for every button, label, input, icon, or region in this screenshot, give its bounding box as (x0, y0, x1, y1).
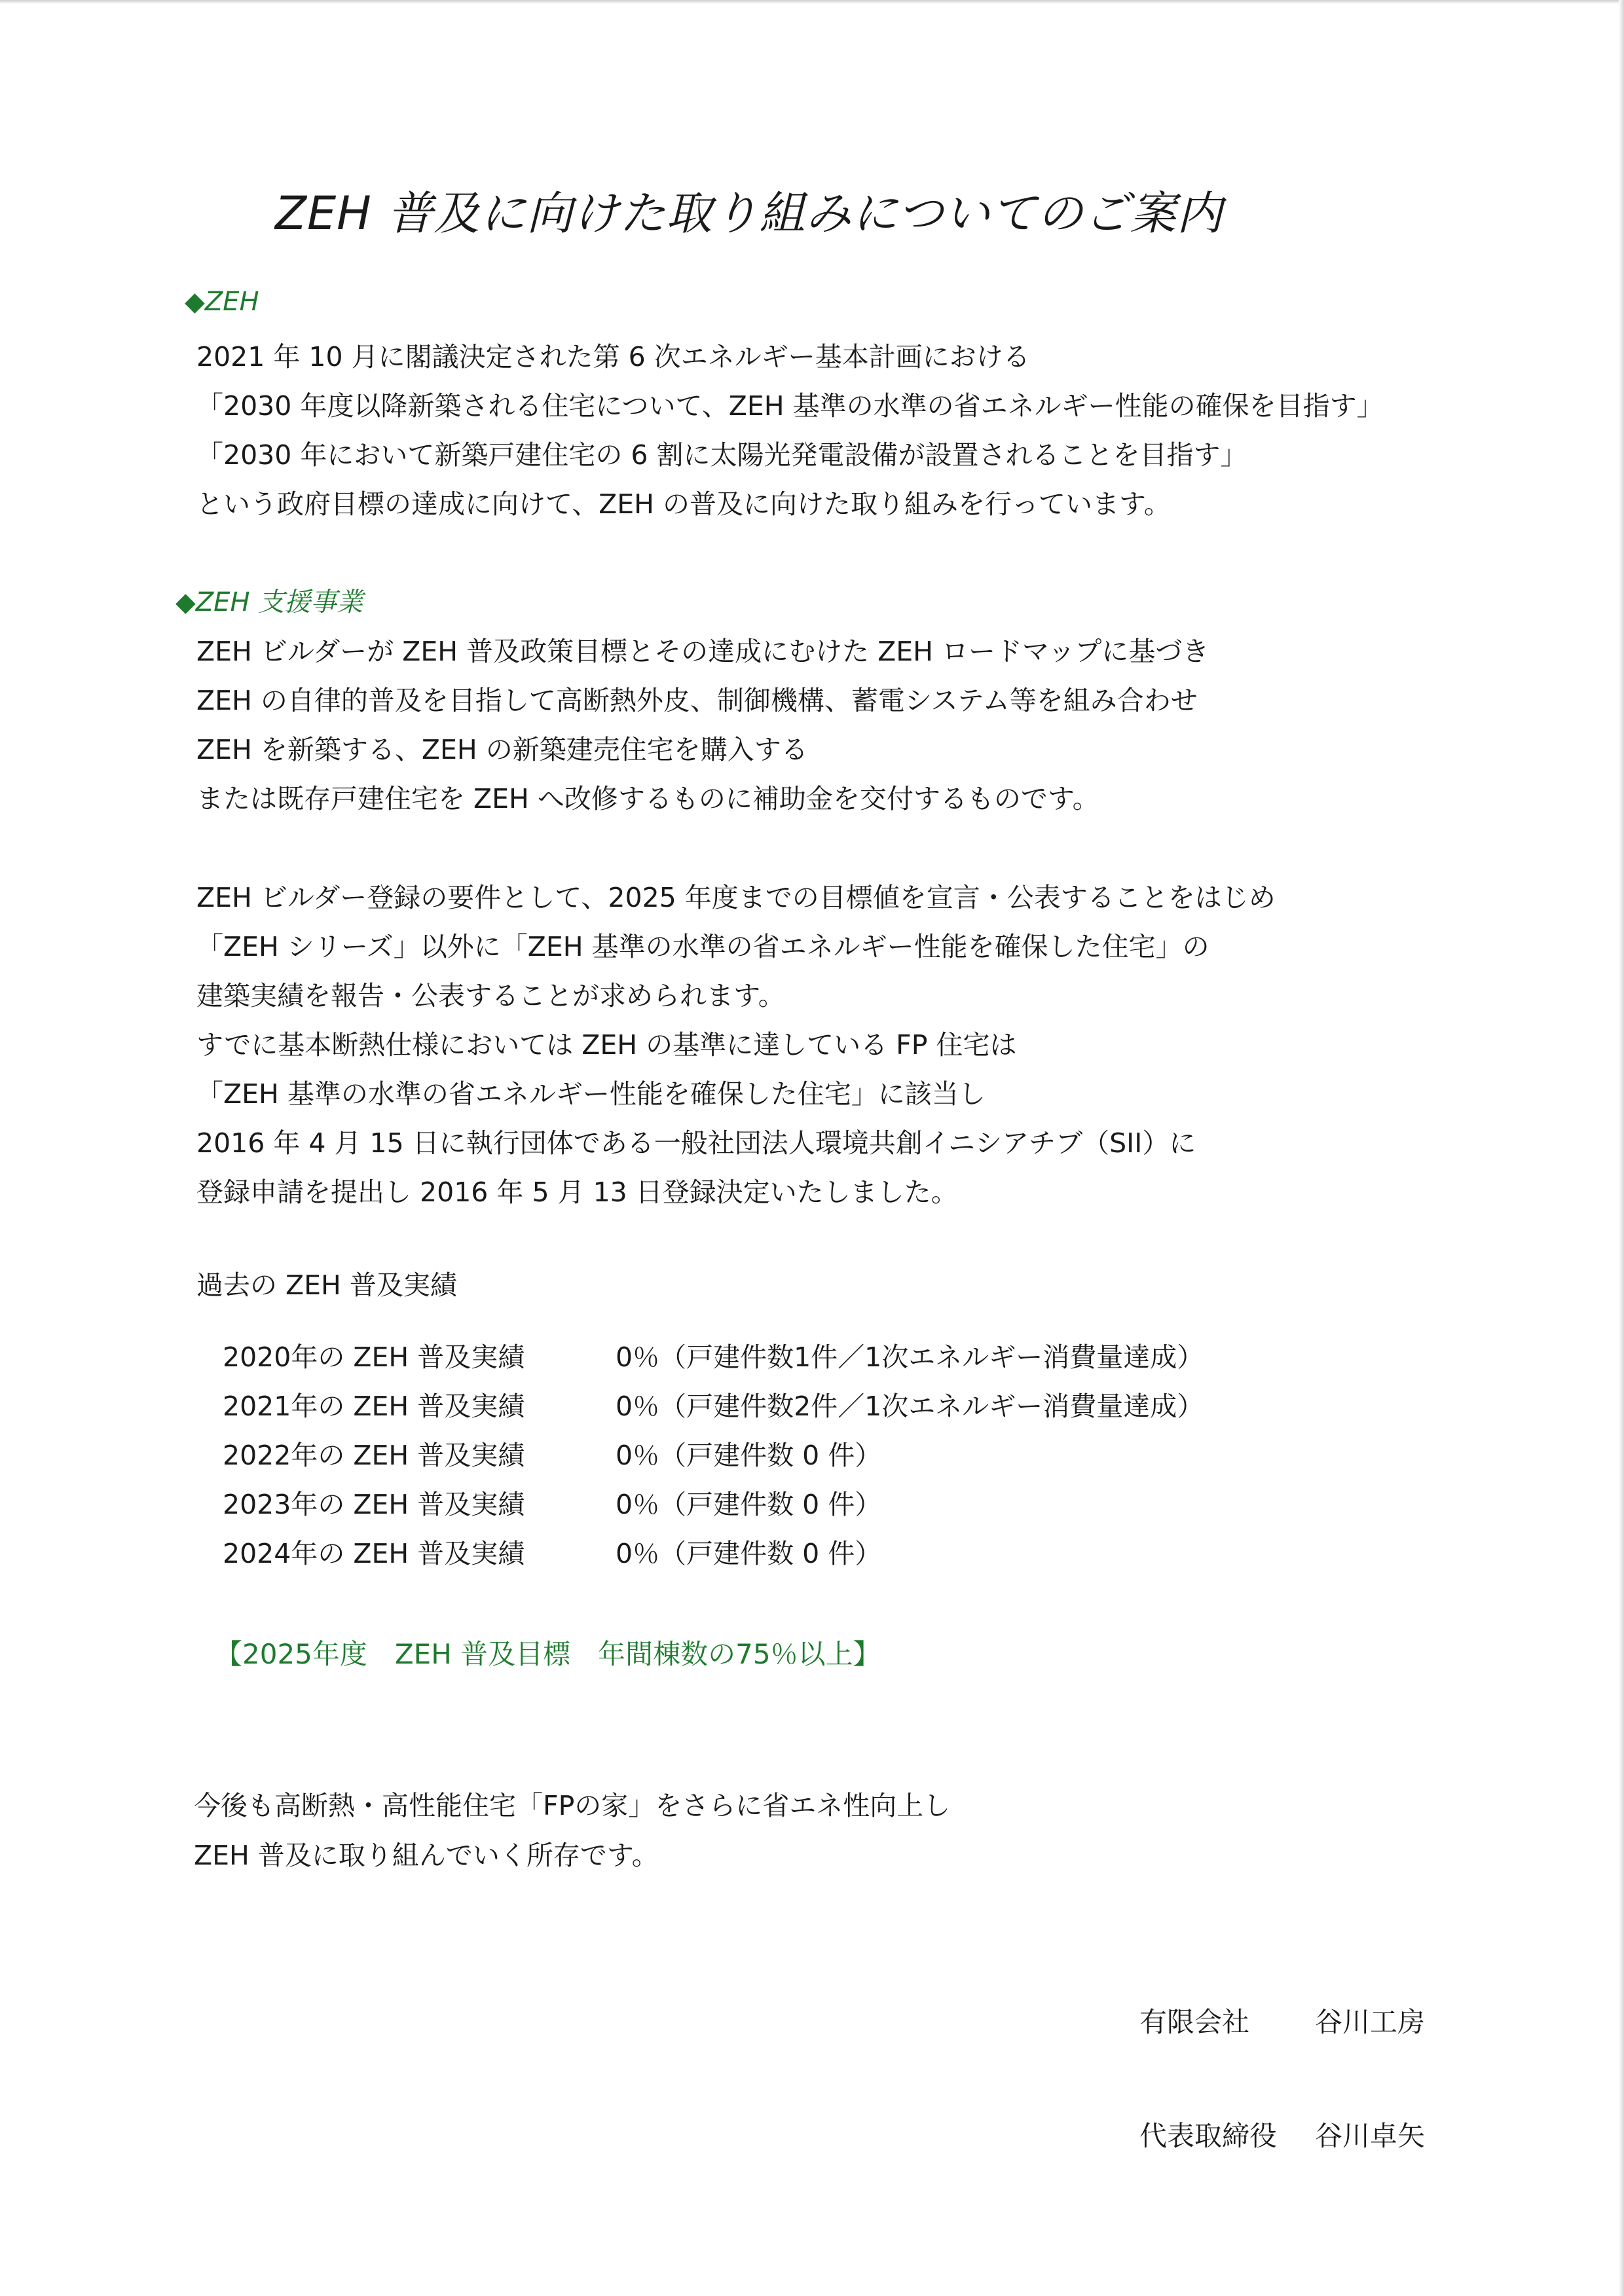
closing-line: 今後も高断熱・高性能住宅「FPの家」をさらに省エネ性向上し (194, 1790, 951, 1821)
support-line: ZEH の自律的普及を目指して高断熱外皮、制御機構、蓄電システム等を組み合わせ (196, 685, 1198, 716)
section-heading-zeh-label: ZEH (204, 287, 259, 317)
record-row (223, 1532, 1204, 1581)
support-line: ZEH ビルダー登録の要件として、2025 年度までの目標値を宣言・公表することをはじめ (196, 882, 1276, 913)
record-year: 2020年の ZEH 普及実績 (223, 1341, 525, 1373)
record-year: 2022年の ZEH 普及実績 (223, 1440, 525, 1471)
diamond-bullet-icon: ◆ (185, 287, 205, 317)
zeh-paragraph (196, 333, 1384, 529)
record-value: 0％（戸建件数1件／1次エネルギー消費量達成） (616, 1341, 1204, 1373)
page-title: ZEH 普及に向けた取り組みについてのご案内 (275, 187, 1223, 240)
signature-block (1139, 1927, 1425, 2193)
support-paragraph-2 (196, 873, 1276, 1217)
support-line: 建築実績を報告・公表することが求められます。 (196, 980, 785, 1011)
record-row (223, 1385, 1204, 1434)
scan-edge-top (0, 0, 1624, 4)
records-list (223, 1336, 1204, 1581)
company-type: 有限会社 (1139, 2006, 1250, 2038)
record-value: 0％（戸建件数2件／1次エネルギー消費量達成） (616, 1391, 1204, 1422)
closing-paragraph (194, 1781, 950, 1880)
records-label: 過去の ZEH 普及実績 (196, 1269, 457, 1301)
person-role: 代表取締役 (1139, 2120, 1278, 2152)
support-line: ZEH を新築する、ZEH の新築建売住宅を購入する (196, 734, 808, 765)
scan-edge-right (1619, 0, 1624, 2296)
section-heading-support (175, 581, 363, 619)
section-heading-zeh (185, 287, 259, 317)
support-line: すでに基本断熱仕様においては ZEH の基準に達している FP 住宅は (196, 1029, 1017, 1061)
zeh-line: 2021 年 10 月に閣議決定された第 6 次エネルギー基本計画における (196, 341, 1030, 373)
company-name: 谷川工房 (1315, 2006, 1426, 2038)
support-line: 「ZEH シリーズ」以外に「ZEH 基準の水準の省エネルギー性能を確保した住宅」の (196, 931, 1209, 962)
record-row (223, 1483, 1204, 1532)
record-year: 2024年の ZEH 普及実績 (223, 1538, 525, 1569)
section-heading-support-label: ZEH 支援事業 (195, 587, 363, 617)
support-line: ZEH ビルダーが ZEH 普及政策目標とその達成にむけた ZEH ロードマップに基づき (196, 636, 1209, 667)
record-year: 2023年の ZEH 普及実績 (223, 1489, 525, 1520)
closing-line: ZEH 普及に取り組んでいく所存です。 (194, 1840, 659, 1871)
zeh-line: という政府目標の達成に向けて、ZEH の普及に向けた取り組みを行っています。 (196, 488, 1171, 520)
zeh-line: 「2030 年度以降新築される住宅について、ZEH 基準の水準の省エネルギー性能の確保を目指す」 (196, 390, 1384, 422)
support-line: 登録申請を提出し 2016 年 5 月 13 日登録決定いたしました。 (196, 1176, 958, 1208)
signature-company-row (1139, 2003, 1425, 2041)
diamond-bullet-icon: ◆ (175, 587, 196, 617)
support-line: 2016 年 4 月 15 日に執行団体である一般社団法人環境共創イニシアチブ（SII）に (196, 1127, 1196, 1159)
target-statement: 【2025年度 ZEH 普及目標 年間棟数の75％以上】 (215, 1638, 881, 1670)
support-line: 「ZEH 基準の水準の省エネルギー性能を確保した住宅」に該当し (196, 1078, 986, 1110)
record-value: 0％（戸建件数 0 件） (616, 1440, 882, 1471)
signature-person-row (1139, 2117, 1425, 2155)
record-row (223, 1336, 1204, 1385)
support-paragraph-1 (196, 627, 1209, 824)
zeh-line: 「2030 年において新築戸建住宅の 6 割に太陽光発電設備が設置されることを目指す」 (196, 439, 1247, 471)
record-value: 0％（戸建件数 0 件） (616, 1489, 882, 1520)
person-name: 谷川卓矢 (1315, 2120, 1426, 2152)
record-value: 0％（戸建件数 0 件） (616, 1538, 882, 1569)
support-line: または既存戸建住宅を ZEH へ改修するものに補助金を交付するものです。 (196, 783, 1099, 814)
record-year: 2021年の ZEH 普及実績 (223, 1391, 525, 1422)
record-row (223, 1434, 1204, 1483)
